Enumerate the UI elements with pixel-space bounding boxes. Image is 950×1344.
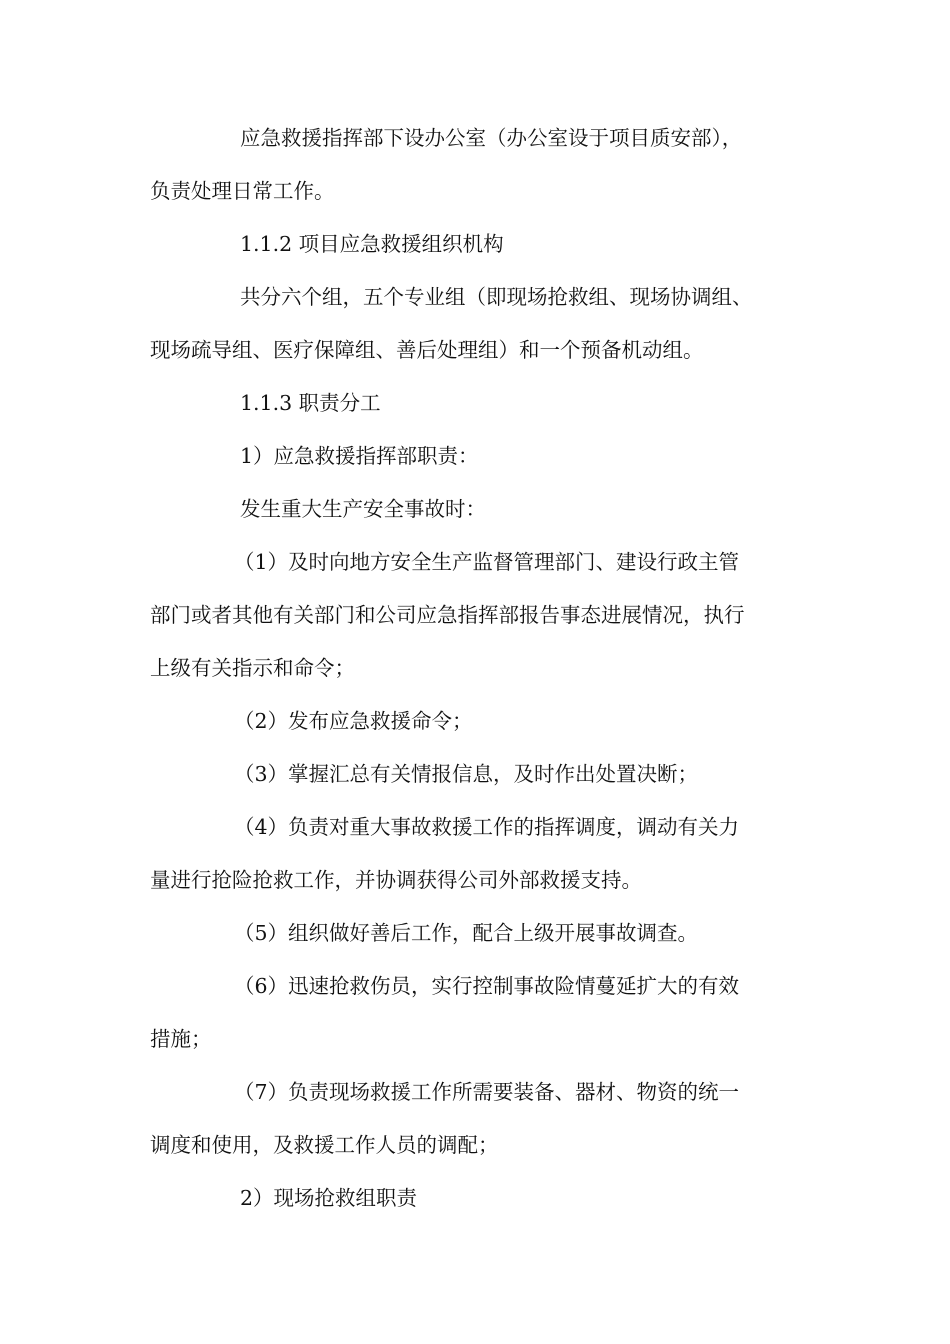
list-item-line: （5）组织做好善后工作，配合上级开展事故调查。 (234, 921, 699, 945)
list-item-line: （1）及时向地方安全生产监督管理部门、建设行政主管 (234, 550, 740, 574)
paragraph-line: 发生重大生产安全事故时： (240, 497, 486, 521)
list-item-line: 部门或者其他有关部门和公司应急指挥部报告事态进展情况，执行 (150, 603, 745, 627)
section-heading: 1.1.2 项目应急救援组织机构 (240, 232, 504, 256)
list-item-line: 措施； (150, 1027, 212, 1051)
list-item-line: 上级有关指示和命令； (150, 656, 355, 680)
paragraph-line: 共分六个组，五个专业组（即现场抢救组、现场协调组、 (240, 285, 753, 309)
list-item-line: 量进行抢险抢救工作，并协调获得公司外部救援支持。 (150, 868, 642, 892)
list-item-line: （7）负责现场救援工作所需要装备、器材、物资的统一 (234, 1080, 740, 1104)
subsection-heading: 1）应急救援指挥部职责： (240, 444, 479, 468)
section-heading: 1.1.3 职责分工 (240, 391, 381, 415)
document-body (150, 112, 800, 1225)
list-item-line: 调度和使用，及救援工作人员的调配； (150, 1133, 499, 1157)
paragraph-line: 现场疏导组、医疗保障组、善后处理组）和一个预备机动组。 (150, 338, 704, 362)
list-item-line: （6）迅速抢救伤员，实行控制事故险情蔓延扩大的有效 (234, 974, 740, 998)
paragraph-line: 负责处理日常工作。 (150, 179, 335, 203)
list-item-line: （2）发布应急救援命令； (234, 709, 473, 733)
subsection-heading: 2）现场抢救组职责 (240, 1186, 418, 1210)
list-item-line: （3）掌握汇总有关情报信息，及时作出处置决断； (234, 762, 699, 786)
paragraph-line: 应急救援指挥部下设办公室（办公室设于项目质安部）， (240, 126, 743, 150)
list-item-line: （4）负责对重大事故救援工作的指挥调度，调动有关力 (234, 815, 740, 839)
